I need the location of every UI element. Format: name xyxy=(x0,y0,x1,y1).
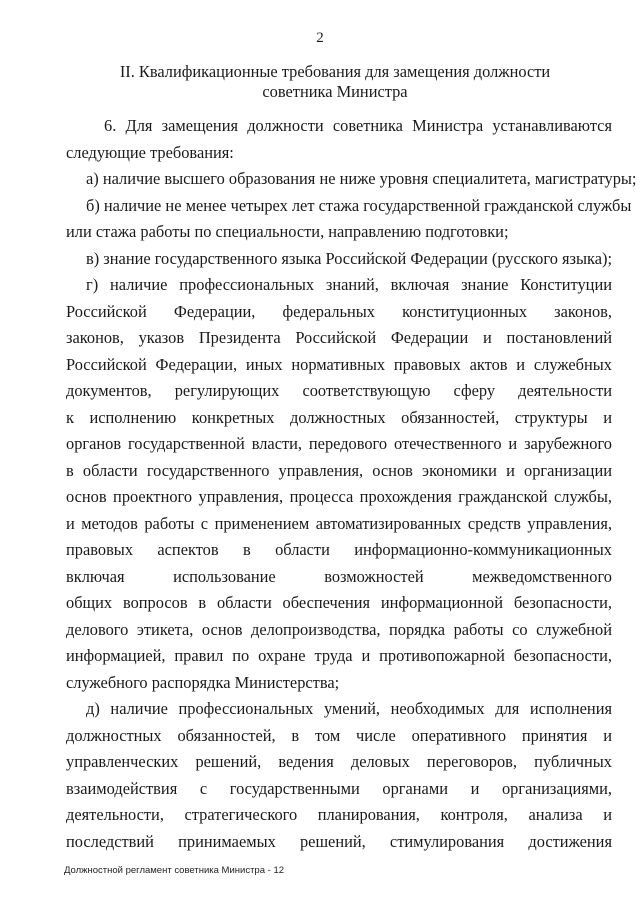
page-footer: Должностной регламент советника Министра - 12 xyxy=(64,865,285,876)
section-heading-line-1: II. Квалификационные требования для замещения должности xyxy=(119,62,551,81)
text-line: в) знание государственного языка Российской Федерации (русского языка); xyxy=(86,248,613,268)
text-line: 6. Для замещения должности советника Министра устанавливаются xyxy=(104,116,612,135)
text-line: Российской Федерации, федеральных конституционных законов, xyxy=(66,301,612,321)
text-line: правовых аспектов в области информационно-коммуникационных xyxy=(66,540,612,559)
text-line: или стажа работы по специальности, направлению подготовки; xyxy=(66,222,509,241)
text-line: служебного распорядка Министерства; xyxy=(66,672,340,692)
text-line: должностных обязанностей, в том числе оперативного принятия и xyxy=(66,725,612,745)
section-heading xyxy=(60,62,610,102)
section-heading-line-2: советника Министра xyxy=(262,82,408,101)
text-line: деятельности, стратегического планирования, контроля, анализа и xyxy=(66,805,612,824)
text-line: информацией, правил по охране труда и противопожарной безопасности, xyxy=(66,646,612,665)
text-line: следующие требования: xyxy=(66,142,234,162)
text-line: в области государственного управления, основ экономики и организации xyxy=(66,460,612,480)
text-line: а) наличие высшего образования не ниже уровня специалитета, магистратуры; xyxy=(86,169,637,188)
text-line: включая использование возможностей межведомственного xyxy=(66,566,612,586)
text-line: делового этикета, основ делопроизводства, порядка работы со служебной xyxy=(66,619,612,639)
text-line: основ проектного управления, процесса прохождения гражданской службы, xyxy=(66,487,612,506)
text-line: взаимодействия с государственными органами и организациями, xyxy=(66,778,612,798)
text-line: г) наличие профессиональных знаний, включая знание Конституции xyxy=(86,275,612,294)
text-line: законов, указов Президента Российской Федерации и постановлений xyxy=(66,328,612,347)
page-number: 2 xyxy=(316,30,324,46)
document-body xyxy=(66,113,637,855)
text-line: д) наличие профессиональных умений, необходимых для исполнения xyxy=(86,699,612,718)
text-line: управленческих решений, ведения деловых переговоров, публичных xyxy=(66,752,612,771)
text-line: последствий принимаемых решений, стимулирования достижения xyxy=(66,831,612,851)
text-line: Российской Федерации, иных нормативных правовых актов и служебных xyxy=(66,354,612,374)
text-line: и методов работы с применением автоматизированных средств управления, xyxy=(66,513,612,533)
text-line: документов, регулирующих соответствующую сферу деятельности xyxy=(66,381,612,400)
text-line: органов государственной власти, передового отечественного и зарубежного xyxy=(66,434,612,453)
text-line: б) наличие не менее четырех лет стажа государственной гражданской службы xyxy=(86,195,632,215)
text-line: общих вопросов в области обеспечения информационной безопасности, xyxy=(66,593,612,612)
text-line: к исполнению конкретных должностных обязанностей, структуры и xyxy=(66,407,612,427)
